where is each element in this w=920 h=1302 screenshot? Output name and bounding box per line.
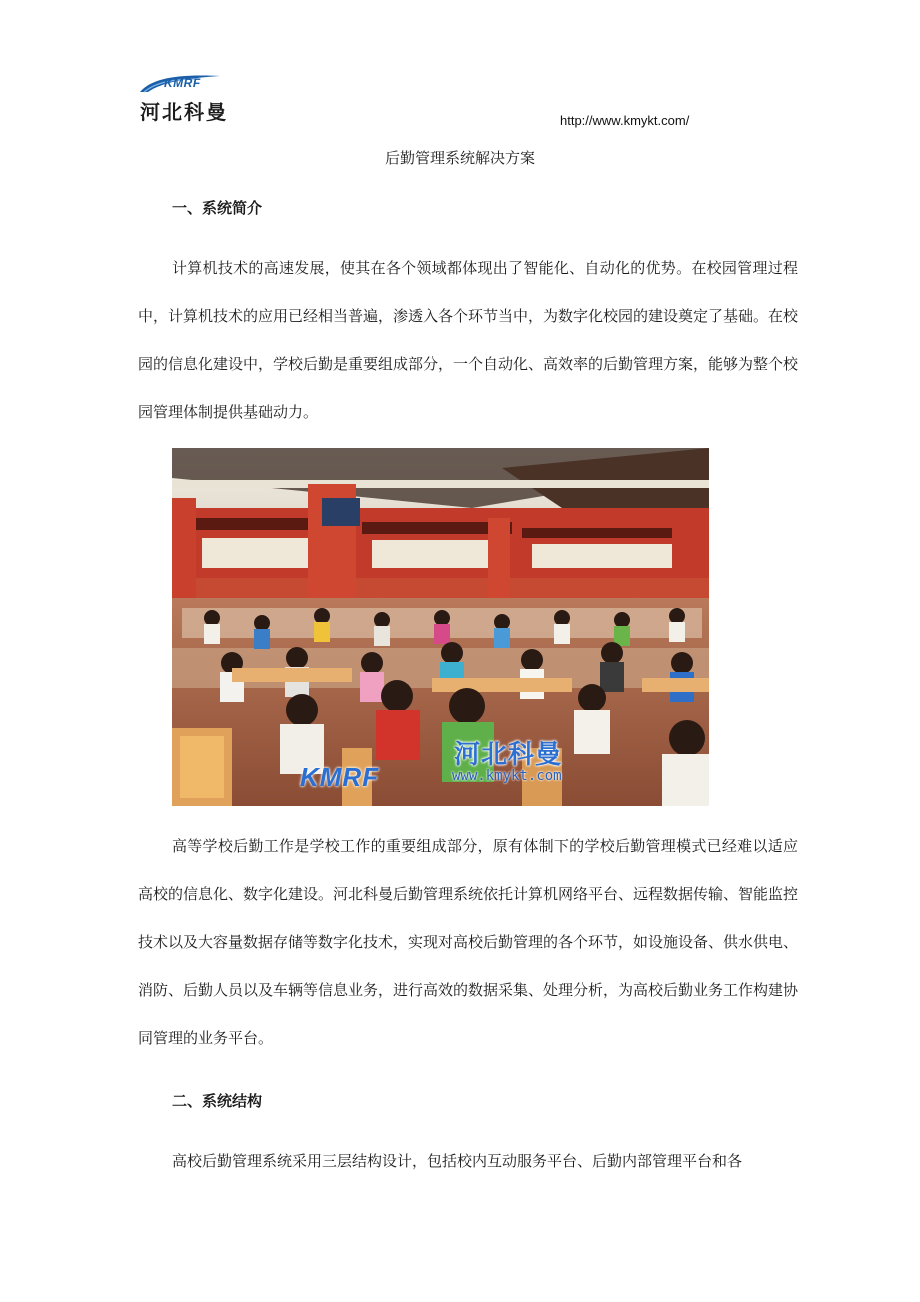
intro-paragraph: 计算机技术的高速发展，使其在各个领域都体现出了智能化、自动化的优势。在校园管理过程中，计算机技术的应用已经相当普遍，渗透入各个环节当中，为数字化校园的建设奠定了基础。在校园的信息化建设中，学校后勤是重要组成部分，一个自动化、高效率的后勤管理方案，能够为整个校园管理体制提供基础动力。 [138,259,799,421]
section-heading-structure: 二、系统结构 [172,1092,263,1110]
logo-chinese-name: 河北科曼 [140,100,228,124]
watermark-chinese: 河北科曼 [454,740,563,770]
canteen-photo [172,448,709,806]
watermark-url: www.kmykt.com [452,768,562,784]
section-heading-intro: 一、系统简介 [172,199,263,217]
document-title: 后勤管理系统解决方案 [384,149,535,167]
canteen-illustration [172,448,709,806]
company-logo [138,72,228,124]
logo-wordmark: KMRF [164,76,201,90]
watermark-logo: KMRF [300,762,380,792]
body-paragraph-logistics: 高等学校后勤工作是学校工作的重要组成部分，原有体制下的学校后勤管理模式已经难以适应高校的信息化、数字化建设。河北科曼后勤管理系统依托计算机网络平台、远程数据传输、智能监控技术以及大容量数据存储等数字化技术，实现对高校后勤管理的各个环节，如设施设备、供水供电、消防、后勤人员以及车辆等信息业务，进行高效的数据采集、处理分析，为高校后勤业务工作构建协同管理的业务平台。 [138,837,799,1047]
structure-paragraph: 高校后勤管理系统采用三层结构设计，包括校内互动服务平台、后勤内部管理平台和各 [172,1152,743,1170]
website-url[interactable]: http://www.kmykt.com/ [560,113,690,128]
